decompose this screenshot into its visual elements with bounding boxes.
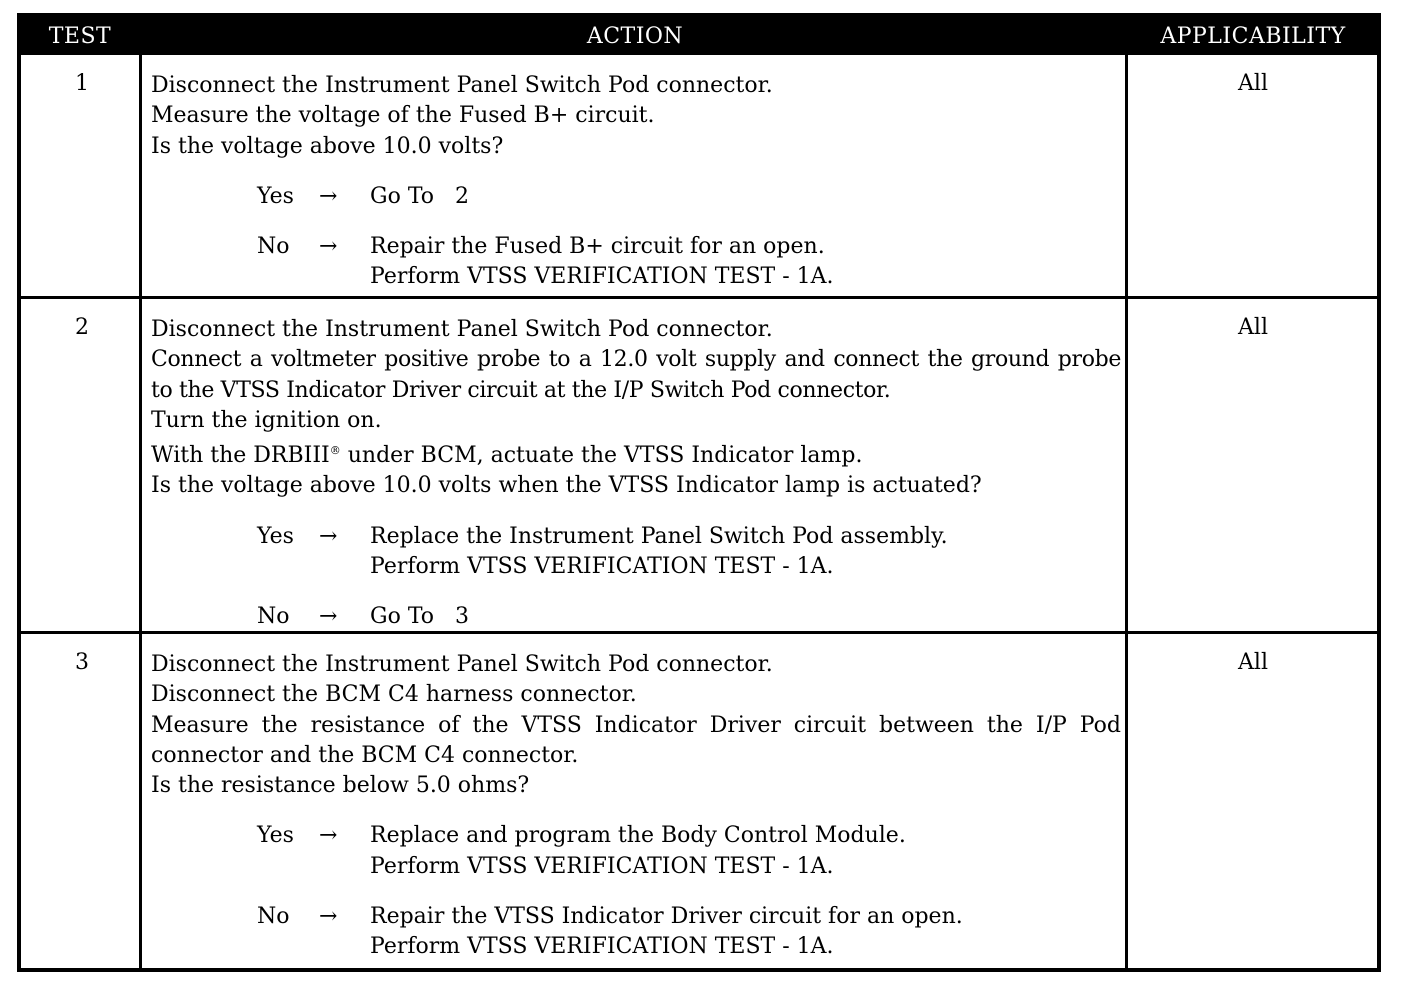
action-line: Disconnect the Instrument Panel Switch Pod connector.	[151, 652, 773, 677]
result-line: Perform VTSS VERIFICATION TEST - 1A.	[370, 853, 834, 879]
result-line: Repair the VTSS Indicator Driver circuit for an open.	[370, 904, 963, 930]
arrow-icon: →	[319, 523, 338, 549]
action-line: Disconnect the Instrument Panel Switch Pod connector.	[151, 73, 773, 98]
action-line: Turn the ignition on.	[151, 407, 382, 433]
action-line: Disconnect the BCM C4 harness connector.	[151, 682, 637, 708]
table-header	[21, 17, 1377, 55]
table-row	[21, 55, 1377, 296]
no-outcome	[151, 902, 1121, 963]
registered-mark: ®	[329, 444, 341, 458]
yes-label: Yes	[257, 183, 294, 209]
header-test: TEST	[48, 24, 112, 49]
applicability-cell: All	[1238, 71, 1268, 96]
action-line: Is the resistance below 5.0 ohms?	[151, 773, 530, 799]
no-label: No	[257, 234, 290, 260]
action-line: Measure the voltage of the Fused B+ circuit.	[151, 103, 655, 129]
table-row	[21, 634, 1377, 968]
result-line: Perform VTSS VERIFICATION TEST - 1A.	[370, 264, 834, 290]
header-applicability: APPLICABILITY	[1160, 24, 1346, 49]
yes-outcome	[151, 821, 1121, 882]
action-cell	[151, 650, 1121, 963]
test-number: 2	[75, 315, 89, 340]
table-row	[21, 299, 1377, 631]
no-label: No	[257, 904, 290, 930]
no-outcome	[151, 602, 1121, 632]
result-line: Go To 2	[370, 183, 469, 209]
result-line: Replace the Instrument Panel Switch Pod assembly.	[370, 523, 948, 549]
diagnostic-test-table	[17, 13, 1381, 972]
arrow-icon: →	[319, 823, 338, 849]
action-text: With the DRBIII	[151, 443, 330, 469]
arrow-icon: →	[319, 234, 338, 260]
no-outcome	[151, 232, 1121, 293]
result-line: Replace and program the Body Control Module.	[370, 823, 906, 849]
arrow-icon: →	[319, 904, 338, 930]
test-number: 3	[75, 650, 89, 675]
yes-result	[370, 182, 469, 212]
no-result	[370, 902, 963, 963]
result-line: Perform VTSS VERIFICATION TEST - 1A.	[370, 554, 834, 580]
test-number: 1	[75, 71, 89, 96]
applicability-cell: All	[1238, 650, 1268, 675]
no-label: No	[257, 604, 290, 630]
action-cell	[151, 315, 1121, 633]
yes-label: Yes	[257, 823, 294, 849]
action-line: Is the voltage above 10.0 volts when the VTSS Indicator lamp is actuated?	[151, 473, 982, 499]
action-line: Disconnect the Instrument Panel Switch Pod connector.	[151, 317, 773, 342]
action-line: Measure the resistance of the VTSS Indicator Driver circuit between the I/P Pod connector and the BCM C4 connector.	[151, 712, 1121, 768]
action-line: Is the voltage above 10.0 volts?	[151, 133, 504, 159]
no-result	[370, 602, 469, 632]
result-line: Perform VTSS VERIFICATION TEST - 1A.	[370, 934, 834, 960]
no-result	[370, 232, 834, 293]
action-cell	[151, 71, 1121, 293]
result-line: Go To 3	[370, 604, 469, 630]
action-text: under BCM, actuate the VTSS Indicator lamp.	[347, 443, 863, 469]
yes-label: Yes	[257, 523, 294, 549]
yes-result	[370, 522, 948, 583]
yes-result	[370, 821, 906, 882]
yes-outcome	[151, 182, 1121, 212]
action-line	[151, 436, 1121, 471]
arrow-icon: →	[319, 604, 338, 630]
arrow-icon: →	[319, 183, 338, 209]
yes-outcome	[151, 522, 1121, 583]
action-line: Connect a voltmeter positive probe to a 12.0 volt supply and connect the ground probe to the VTSS Indicator Driver circuit at the I/P Switch Pod connector.	[151, 347, 1121, 403]
applicability-cell: All	[1238, 315, 1268, 340]
result-line: Repair the Fused B+ circuit for an open.	[370, 234, 825, 260]
header-action: ACTION	[586, 24, 684, 49]
